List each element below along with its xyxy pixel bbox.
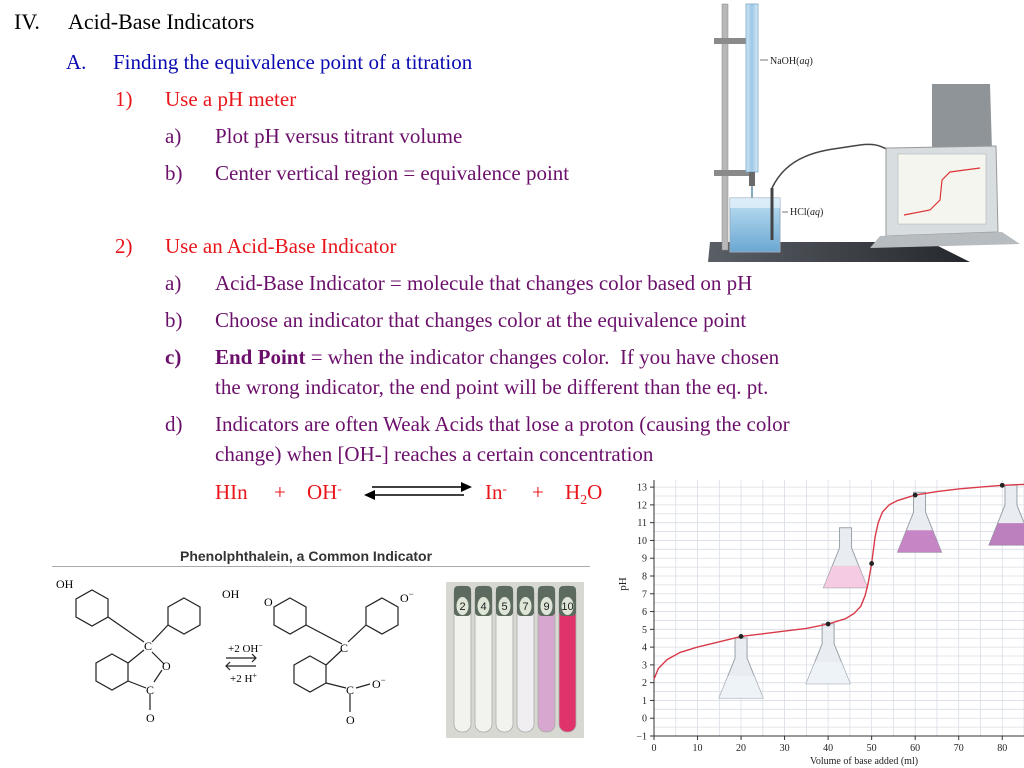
equation-hydroxide xyxy=(307,480,342,504)
keto-oxygen-label: O xyxy=(264,595,273,609)
test-tube xyxy=(538,586,555,732)
burette xyxy=(746,4,758,172)
y-tick-label: 2 xyxy=(642,678,647,690)
carboxyl-oxygen-label: O xyxy=(346,713,355,727)
equation-hin: HIn xyxy=(215,480,248,504)
arrow-top-label: +2 OH− xyxy=(228,640,263,655)
x-tick-label: 60 xyxy=(910,743,921,754)
tube-label: 7 xyxy=(522,601,529,613)
tube-label: 4 xyxy=(480,601,487,613)
tube-label: 9 xyxy=(543,601,550,613)
oh-label-left: OH xyxy=(56,577,74,591)
test-tube xyxy=(496,586,513,732)
test-tubes-photo xyxy=(446,582,584,738)
heading-number: IV. xyxy=(14,9,40,34)
phenolphthalein-divider xyxy=(52,566,590,567)
y-tick-label: 6 xyxy=(642,607,647,619)
section-a-title: Finding the equivalence point of a titration xyxy=(113,50,473,74)
item-2c-text: = when the indicator changes color. If you have chosen xyxy=(305,345,780,369)
carboxyl-carbon-label: C xyxy=(346,683,355,697)
section-a-number: A. xyxy=(66,50,87,74)
phenolphthalein-structure xyxy=(52,570,442,740)
chart-x-axis-label: Volume of base added (ml) xyxy=(809,756,919,767)
equation-oh-charge: - xyxy=(337,481,342,496)
item-2-number: 2) xyxy=(115,234,133,258)
x-tick-label: 50 xyxy=(866,743,877,754)
laptop-back xyxy=(932,84,992,152)
y-tick-label: 5 xyxy=(642,624,647,636)
item-2d-number: d) xyxy=(165,412,183,436)
test-tube xyxy=(559,586,576,732)
x-tick-label: 30 xyxy=(779,743,790,754)
ring-oxygen-label: O xyxy=(162,659,171,673)
equation-in-charge: - xyxy=(502,481,507,496)
carbonyl-carbon-label: C xyxy=(146,683,155,697)
item-2a-number: a) xyxy=(165,271,182,295)
carbonyl-oxygen-label: O xyxy=(146,711,155,725)
naoh-label: NaOH(aq) xyxy=(770,56,813,67)
test-tube xyxy=(475,586,492,732)
x-tick-label: 70 xyxy=(953,743,964,754)
probe-cable xyxy=(772,144,890,188)
x-tick-label: 10 xyxy=(692,743,703,754)
equation-o-text: O xyxy=(587,480,603,504)
y-tick-label: 0 xyxy=(642,713,647,725)
hcl-label: HCl(aq) xyxy=(790,207,824,218)
y-tick-label: 8 xyxy=(642,571,647,583)
y-tick-label: 10 xyxy=(637,535,647,547)
arrow-bottom-label: +2 H+ xyxy=(230,670,257,685)
x-tick-label: 40 xyxy=(823,743,834,754)
item-2b-text: Choose an indicator that changes color at the equivalence point xyxy=(215,308,747,332)
tube-label: 2 xyxy=(459,601,466,613)
page-title: Acid-Base Indicators xyxy=(68,9,255,34)
data-point-marker xyxy=(1000,483,1005,488)
titration-curve-chart xyxy=(612,472,1024,768)
y-tick-label: 1 xyxy=(642,695,647,707)
y-tick-label: 11 xyxy=(637,518,647,530)
y-tick-label: −1 xyxy=(636,731,647,743)
burette-stopcock xyxy=(749,172,755,186)
y-tick-label: 4 xyxy=(642,642,647,654)
equation-oh-text: OH xyxy=(307,480,338,504)
chart-y-axis-label: pH xyxy=(617,577,629,591)
tube-label: 10 xyxy=(561,601,574,613)
ring-c xyxy=(96,654,128,690)
equation-h-sub: 2 xyxy=(580,493,588,509)
item-2c-line-2: the wrong indicator, the end point will be different than the eq. pt. xyxy=(215,375,769,399)
item-2b-number: b) xyxy=(165,308,183,332)
item-1b-text: Center vertical region = equivalence point xyxy=(215,161,570,185)
item-2d-line-2: change) when [OH-] reaches a certain concentration xyxy=(215,442,654,466)
equation-indicator-ion xyxy=(485,480,507,504)
item-2c-line-1 xyxy=(215,345,779,369)
item-1a-number: a) xyxy=(165,124,182,148)
chart-grid xyxy=(654,480,1024,736)
y-tick-label: 7 xyxy=(642,589,647,601)
tube-label: 5 xyxy=(501,601,508,613)
item-1a-text: Plot pH versus titrant volume xyxy=(215,124,463,148)
item-2a-text: Acid-Base Indicator = molecule that changes color based on pH xyxy=(215,271,753,295)
y-tick-label: 13 xyxy=(637,482,647,494)
item-1-text: Use a pH meter xyxy=(165,87,297,111)
x-tick-label: 20 xyxy=(736,743,747,754)
ring-e xyxy=(366,598,398,634)
x-tick-label: 0 xyxy=(651,743,657,754)
item-1b-number: b) xyxy=(165,161,183,185)
item-1-number: 1) xyxy=(115,87,133,111)
y-tick-label: 3 xyxy=(642,660,647,672)
equation-h-text: H xyxy=(565,480,581,504)
equation-plus-2: + xyxy=(532,480,544,504)
equation-plus-1: + xyxy=(274,480,286,504)
end-point-term: End Point xyxy=(215,345,306,369)
ring-f xyxy=(294,656,326,692)
data-point-marker xyxy=(869,561,874,566)
equation-water xyxy=(565,480,602,513)
y-tick-label: 9 xyxy=(642,553,647,565)
ring-d xyxy=(274,598,306,634)
test-tube xyxy=(454,586,471,732)
carbon-label-left: C xyxy=(144,639,153,653)
test-tube xyxy=(517,586,534,732)
item-2-text: Use an Acid-Base Indicator xyxy=(165,234,397,258)
item-2d-line-1: Indicators are often Weak Acids that lose a proton (causing the color xyxy=(215,412,790,436)
oh-label-right: OH xyxy=(222,587,240,601)
phenoxide-oxygen-label: O− xyxy=(400,589,414,605)
equation-in-text: In xyxy=(485,480,503,504)
carbon-label-right: C xyxy=(340,641,349,655)
data-point-marker xyxy=(739,634,744,639)
carboxylate-oxygen-label: O− xyxy=(372,675,386,691)
y-tick-label: 12 xyxy=(637,500,647,512)
ring-b xyxy=(168,598,200,634)
data-point-marker xyxy=(826,622,831,627)
equilibrium-arrow-icon xyxy=(362,478,474,504)
x-tick-label: 80 xyxy=(997,743,1008,754)
phenolphthalein-title: Phenolphthalein, a Common Indicator xyxy=(180,548,433,564)
data-point-marker xyxy=(913,493,918,498)
ring-a xyxy=(76,590,108,626)
item-2c-number: c) xyxy=(165,345,182,369)
titration-apparatus-image xyxy=(700,0,1024,270)
